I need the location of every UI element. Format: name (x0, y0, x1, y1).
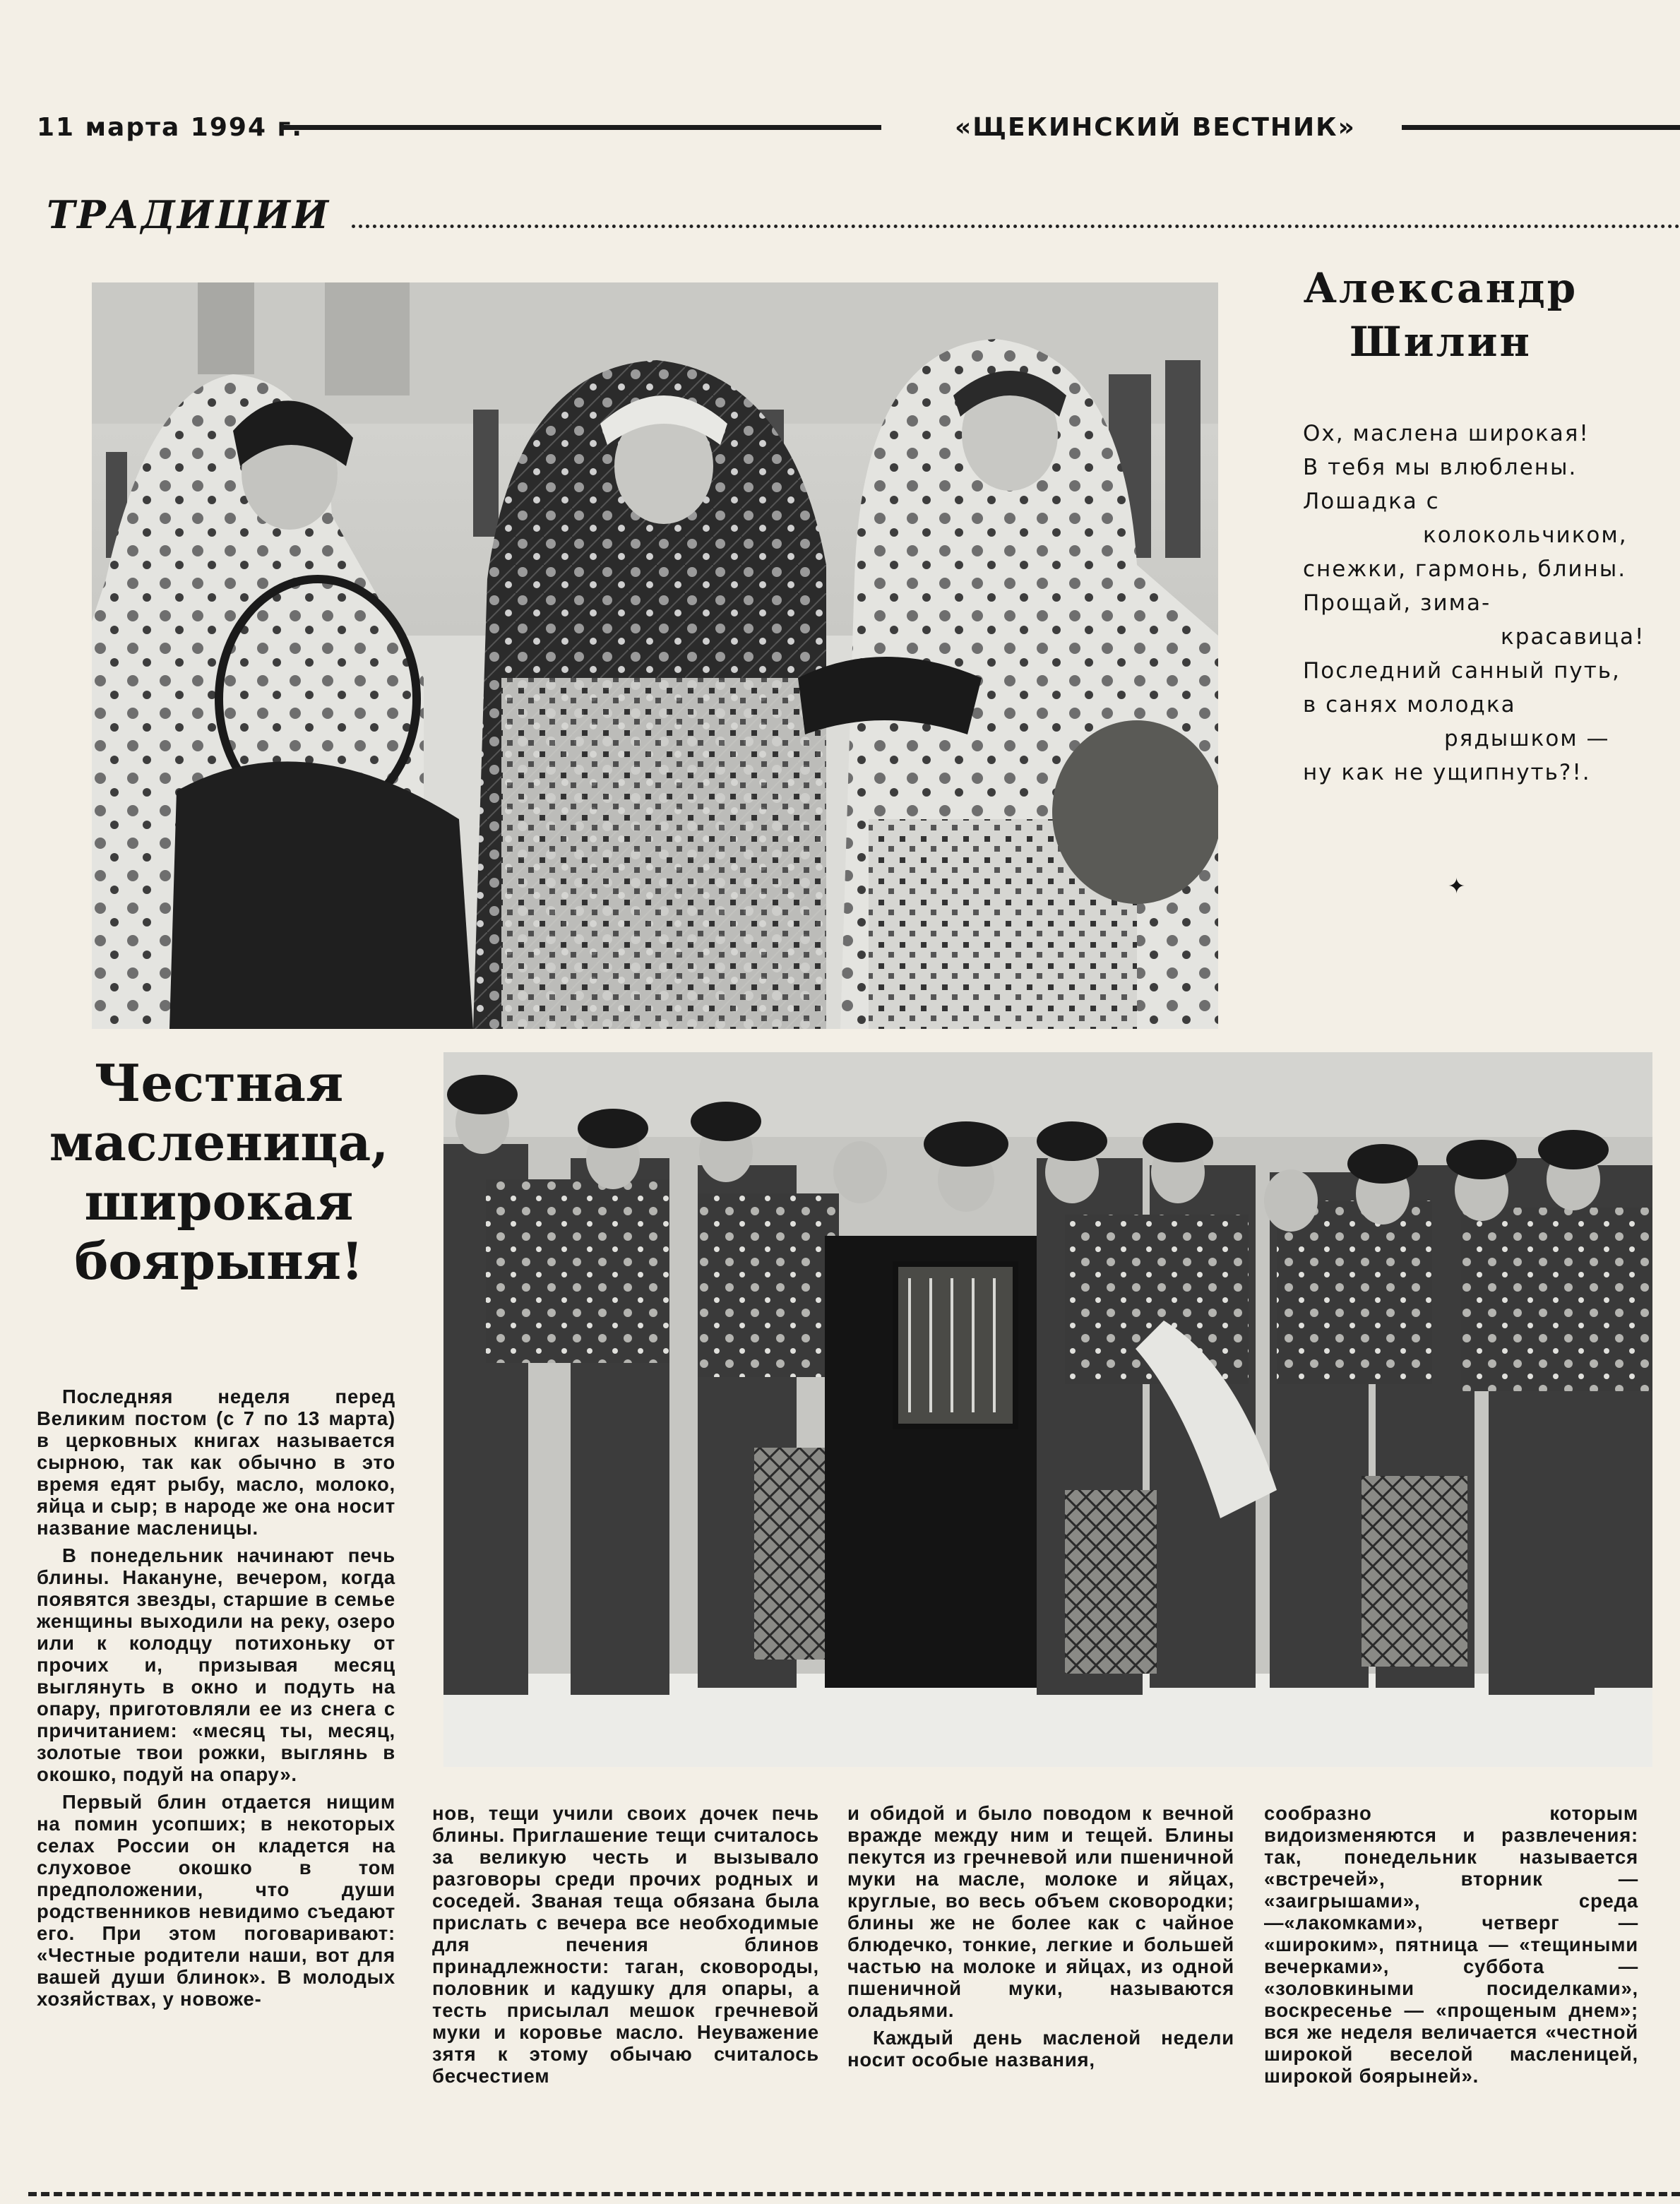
poem-line: Прощай, зима- (1303, 590, 1491, 616)
poem-line: снежки, гармонь, блины. (1303, 556, 1627, 582)
newspaper-title: «ЩЕКИНСКИЙ ВЕСТНИК» (955, 113, 1356, 142)
page-bottom-rule (28, 2192, 1680, 2196)
photo-choir-with-accordion (443, 1052, 1652, 1767)
poem-line: Последний санный путь, (1303, 658, 1621, 684)
rubric-label: ТРАДИЦИИ (47, 192, 331, 237)
masthead-rule-right (1402, 125, 1680, 130)
masthead-rule-left (281, 125, 881, 130)
author-first-name: Александр (1303, 264, 1578, 312)
poem-author (1243, 261, 1638, 369)
headline-line: широкая (84, 1172, 354, 1232)
poem-line: рядышком — (1444, 726, 1610, 751)
poem-text (1303, 417, 1645, 790)
poem-line: колокольчиком, (1423, 523, 1628, 548)
article-column-4 (1264, 1802, 1638, 2087)
article-paragraph: Последняя неделя перед Великим постом (с 7 по 13 марта) в церковных книгах называется сырною, так как обычно в это время едят рыбу, масло, молоко, яйца и сыр; в народе же она носит название масленицы. (37, 1386, 395, 1539)
poem-line: В тебя мы влюблены. (1303, 455, 1578, 480)
article-paragraph: сообразно которым видоизменяются и развлечения: так, понедельник называется «встречей», вторник — «заигрышами», среда—«лакомками», четверг — «широким», пятница — «тещиными вечерками», суббота — «золовкиными посиделками», воскресенье — «прощеным днем»; вся же неделя величается «честной широкой веселой масленицей, широкой боярыней». (1264, 1802, 1638, 2087)
poem-line: ну как не ущипнуть?!. (1303, 760, 1591, 785)
poem-line: Лошадка с (1303, 489, 1440, 514)
article-paragraph: Каждый день масленой недели носит особые названия, (847, 2027, 1234, 2071)
headline-line: Честная (94, 1053, 344, 1113)
photo-women-in-shawls (92, 282, 1218, 1029)
poem-line: в санях молодка (1303, 692, 1516, 717)
article-headline (28, 1054, 410, 1291)
article-column-1 (37, 1386, 395, 2010)
headline-line: масленица, (49, 1112, 389, 1172)
article-paragraph: и обидой и было поводом к вечной вражде между ним и тещей. Блины пекутся из гречневой или пшеничной муки на масле, молоке и яйцах, круглые, во весь объем сковородки; блины же не более как с чайное блюдечко, тонкие, легкие и большей частью на молоке и яйцах, из одной пшеничной муки, называются оладьями. (847, 1802, 1234, 2021)
article-column-3 (847, 1802, 1234, 2071)
article-paragraph: Первый блин отдается нищим на помин усопших; в некоторых селах России он кладется на слуховое окошко в том предположении, что души родственников невидимо съедают его. При этом поговаривают: «Честные родители наши, вот для вашей души блинок». В молодых хозяйствах, у новоже- (37, 1791, 395, 2010)
rubric-divider (352, 225, 1680, 228)
issue-date: 11 марта 1994 г. (37, 113, 304, 142)
headline-line: боярыня! (74, 1231, 364, 1291)
article-paragraph: В понедельник начинают печь блины. Накануне, вечером, когда появятся звезды, старшие в семье женщины выходили на реку, озеро или к колодцу потихоньку от прочих и, призывая месяц выглянуть в окно и подуть на опару, приготовляли ее из снега с причитанием: «месяц ты, месяц, золотые твои рожки, выглянь в окошко, подуй на опару». (37, 1544, 395, 1785)
article-paragraph: нов, тещи учили своих дочек печь блины. Приглашение тещи считалось за великую честь и вызывало разговоры среди прочих родных и соседей. Званая теща обязана была прислать с вечера все необходимые для печения блинов принадлежности: таган, сковороды, половник и кадушку для опары, а тесть присылал мешок гречневой муки и коровье масло. Неуважение зятя к этому обычаю считалось бесчестием (432, 1802, 819, 2087)
ornament-icon: ✦ (1448, 874, 1466, 899)
author-last-name: Шилин (1350, 318, 1532, 366)
poem-line: Ох, маслена широкая! (1303, 421, 1590, 446)
poem-line: красавица! (1501, 624, 1645, 650)
article-column-2 (432, 1802, 819, 2087)
